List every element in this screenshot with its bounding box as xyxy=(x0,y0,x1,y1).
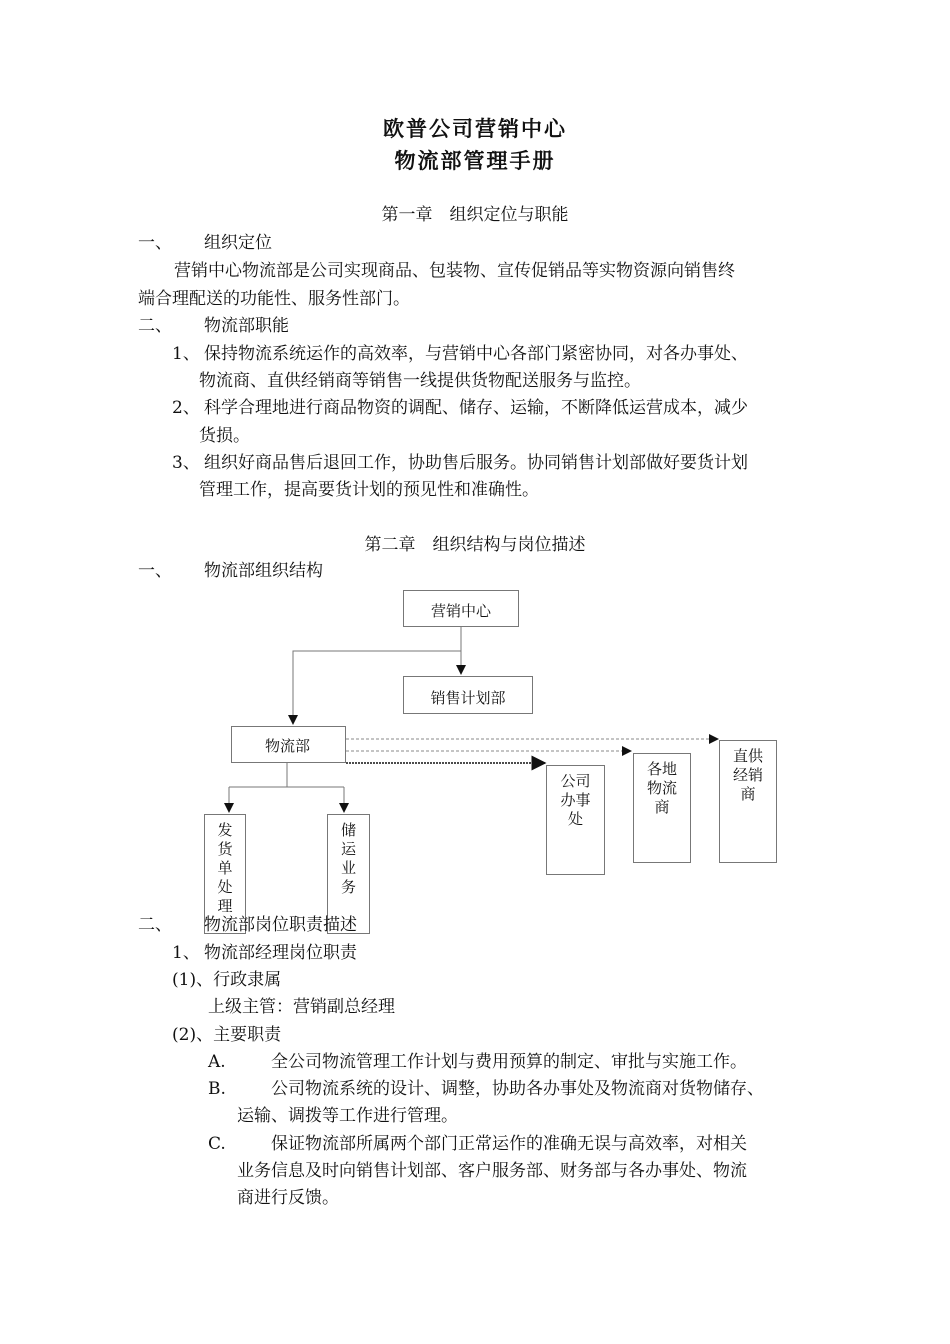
section-number: 二、 xyxy=(138,316,172,336)
section-title: 组织定位 xyxy=(204,233,272,253)
section-number: 一、 xyxy=(138,233,172,253)
duty-line: 货损。 xyxy=(199,426,250,446)
org-node-marketing-center xyxy=(403,590,519,627)
duty-letter: C. xyxy=(208,1134,226,1154)
duty-line: 运输、调拨等工作进行管理。 xyxy=(237,1106,458,1126)
doc-title-line2: 物流部管理手册 xyxy=(394,148,556,173)
section-title: 物流部组织结构 xyxy=(204,561,323,581)
duty-number: 2、 xyxy=(172,398,200,418)
org-node-office xyxy=(546,765,605,875)
admin-superior: 上级主管：营销副总经理 xyxy=(208,997,395,1017)
duty-line: 保证物流部所属两个部门正常运作的准确无误与高效率，对相关 xyxy=(271,1134,747,1154)
sub-title: 物流部经理岗位职责 xyxy=(204,943,357,963)
intro-line: 营销中心物流部是公司实现商品、包装物、宣传促销品等实物资源向销售终 xyxy=(174,261,735,281)
org-node-logistics xyxy=(231,726,346,763)
section-title: 物流部职能 xyxy=(204,316,289,336)
duty-line: 业务信息及时向销售计划部、客户服务部、财务部与各办事处、物流 xyxy=(237,1161,747,1181)
org-node-sales-plan xyxy=(403,676,533,714)
admin-label: (1)、行政隶属 xyxy=(172,970,282,990)
org-node-label: 营销中心 xyxy=(430,602,491,620)
duty-line: 科学合理地进行商品物资的调配、储存、运输，不断降低运营成本，减少 xyxy=(204,398,748,418)
org-node-label: 发货单处理 xyxy=(217,821,233,915)
org-node-label: 储运业务 xyxy=(340,821,356,896)
sub-number: 1、 xyxy=(172,943,200,963)
org-node-local-logistics xyxy=(633,753,691,863)
duty-number: 1、 xyxy=(172,344,200,364)
main-duties-label: (2)、主要职责 xyxy=(172,1025,282,1045)
doc-title-line1: 欧普公司营销中心 xyxy=(383,116,567,141)
org-node-direct-dealer xyxy=(719,740,777,863)
org-node-label: 公司办事处 xyxy=(560,772,591,828)
section-number: 二、 xyxy=(138,915,172,935)
duty-line: 物流商、直供经销商等销售一线提供货物配送服务与监控。 xyxy=(199,371,641,391)
section-title: 物流部岗位职责描述 xyxy=(204,915,357,935)
chapter1-heading: 第一章 组织定位与职能 xyxy=(381,205,569,225)
section-number: 一、 xyxy=(138,561,172,581)
org-node-label: 各地物流商 xyxy=(646,760,677,816)
duty-number: 3、 xyxy=(172,453,200,473)
duty-line: 保持物流系统运作的高效率，与营销中心各部门紧密协同，对各办事处、 xyxy=(204,344,748,364)
duty-line: 公司物流系统的设计、调整，协助各办事处及物流商对货物储存、 xyxy=(271,1079,764,1099)
duty-letter: B. xyxy=(208,1079,226,1099)
duty-line: 组织好商品售后退回工作，协助售后服务。协同销售计划部做好要货计划 xyxy=(204,453,748,473)
intro-line: 端合理配送的功能性、服务性部门。 xyxy=(138,289,410,309)
duty-letter: A. xyxy=(208,1052,226,1072)
chapter2-heading: 第二章 组织结构与岗位描述 xyxy=(364,535,586,555)
duty-line: 管理工作，提高要货计划的预见性和准确性。 xyxy=(199,480,539,500)
org-node-label: 物流部 xyxy=(265,737,311,755)
duty-line: 全公司物流管理工作计划与费用预算的制定、审批与实施工作。 xyxy=(271,1052,747,1072)
duty-line: 商进行反馈。 xyxy=(237,1188,339,1208)
org-node-label: 销售计划部 xyxy=(430,689,506,707)
org-node-label: 直供经销商 xyxy=(732,747,763,803)
